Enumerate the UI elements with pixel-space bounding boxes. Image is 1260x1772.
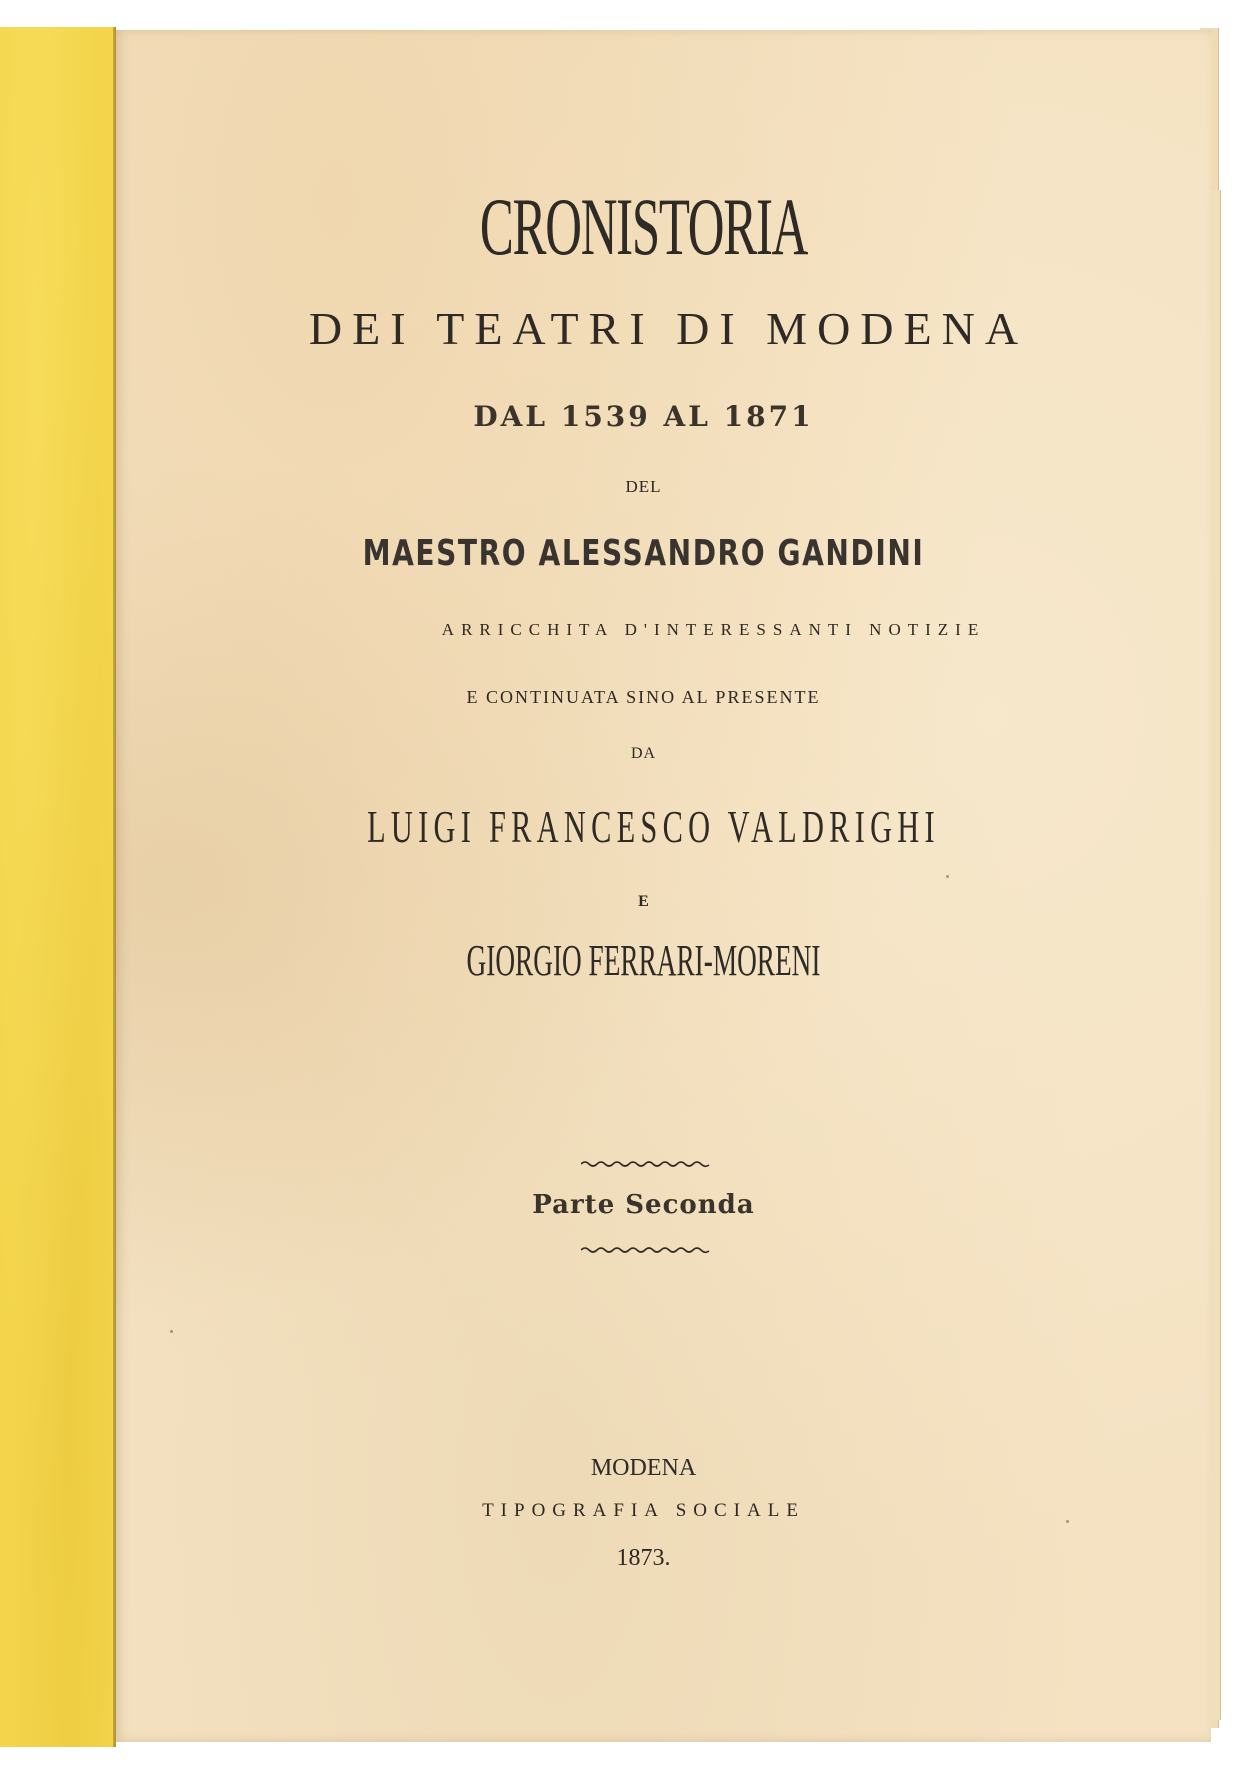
title-page-content (116, 30, 1211, 1742)
editor-1-name: LUIGI FRANCESCO VALDRIGHI (367, 801, 940, 852)
imprint-printer: TIPOGRAFIA SOCIALE (482, 1500, 805, 1521)
book-subtitle: DEI TEATRI DI MODENA (308, 303, 1029, 354)
part-label: Parte Seconda (532, 1190, 755, 1220)
editor-2-name: GIORGIO FERRARI-MORENI (466, 936, 821, 985)
title-page (116, 30, 1211, 1742)
author-name: MAESTRO ALESSANDRO GANDINI (362, 533, 925, 574)
by-label: DEL (625, 477, 662, 496)
enriched-line: ARRICCHITA D'INTERESSANTI NOTIZIE (441, 620, 986, 639)
imprint-city: MODENA (590, 1455, 697, 1481)
wavy-rule-top-icon (98, 1156, 1193, 1174)
continued-line: E CONTINUATA SINO AL PRESENTE (466, 687, 821, 707)
imprint-year: 1873. (616, 1545, 671, 1571)
paper-speck (1066, 1520, 1069, 1523)
date-range: DAL 1539 AL 1871 (473, 400, 814, 433)
wavy-rule-bottom-icon (98, 1242, 1193, 1260)
book-title: CRONISTORIA (479, 181, 808, 272)
editors-label: DA (630, 745, 657, 762)
conjunction: E (638, 893, 649, 910)
page-edge-stack-inner (1210, 190, 1221, 1720)
paper-speck (946, 875, 949, 878)
yellow-cover-endpaper (0, 27, 116, 1747)
paper-speck (170, 1330, 173, 1333)
